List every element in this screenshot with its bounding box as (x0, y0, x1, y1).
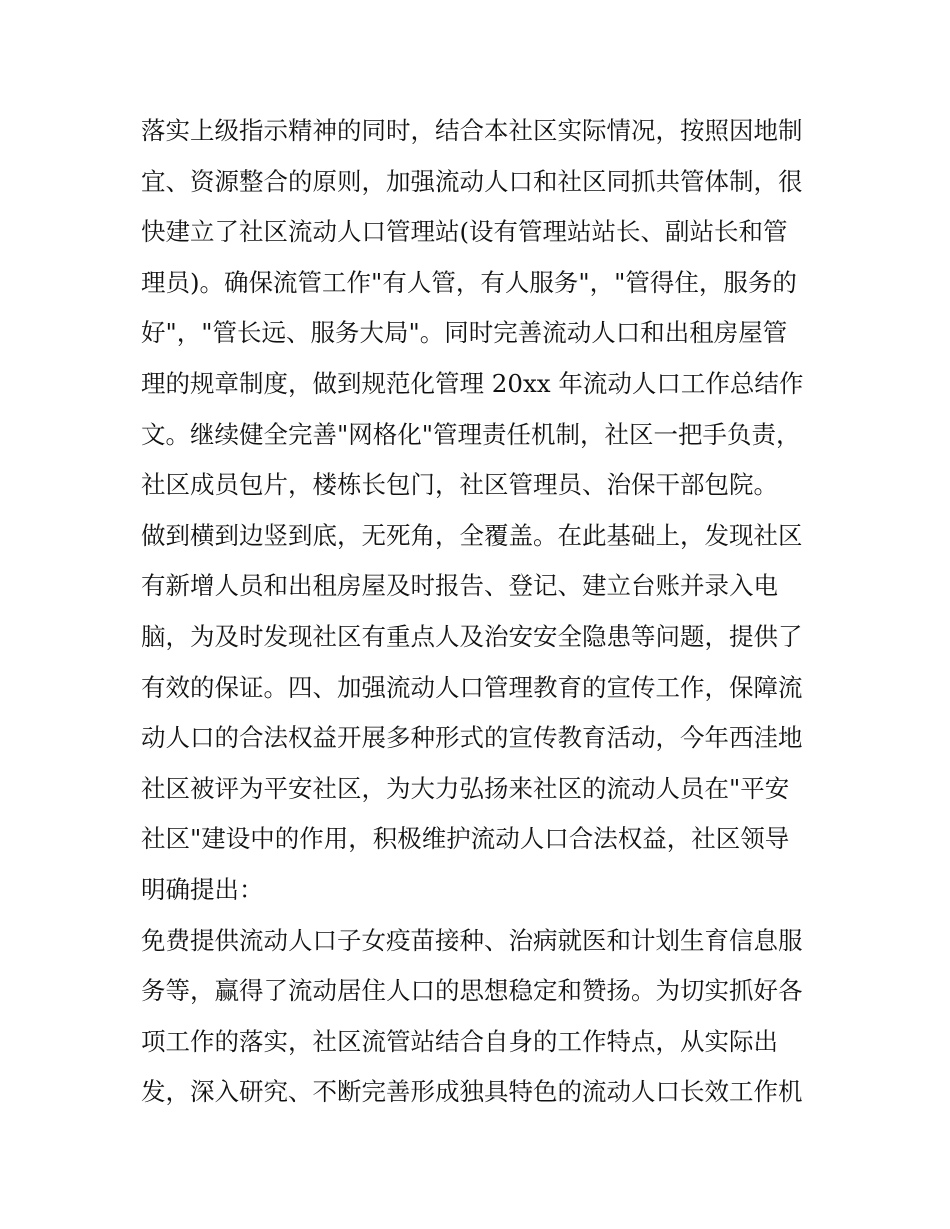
text-line: 社区成员包片，楼栋长包门，社区管理员、治保干部包院。 (141, 470, 778, 500)
text-line: 做到横到边竖到底，无死角，全覆盖。在此基础上，发现社区 (141, 520, 803, 550)
text-line: 有新增人员和出租房屋及时报告、登记、建立台账并录入电 (141, 571, 778, 601)
text-line: 项工作的落实，社区流管站结合自身的工作特点，从实际出 (141, 1026, 778, 1056)
text-line: 理的规章制度，做到规范化管理 20xx 年流动人口工作总结作 (141, 368, 804, 398)
text-line: 发，深入研究、不断完善形成独具特色的流动人口长效工作机 (141, 1077, 803, 1107)
text-line: 脑，为及时发现社区有重点人及治安安全隐患等问题，提供了 (141, 621, 803, 651)
text-line: 宜、资源整合的原则，加强流动人口和社区同抓共管体制，很 (141, 166, 803, 196)
text-line: 快建立了社区流动人口管理站(设有管理站站长、副站长和管 (141, 217, 788, 247)
text-line: 免费提供流动人口子女疫苗接种、治病就医和计划生育信息服 (141, 925, 803, 955)
text-line: 明确提出： (141, 874, 264, 904)
text-line: 理员)。确保流管工作"有人管，有人服务"，"管得住，服务的 (141, 267, 797, 297)
text-line: 社区被评为平安社区，为大力弘扬来社区的流动人员在"平安 (141, 773, 790, 803)
body-text (141, 106, 813, 1118)
text-line: 有效的保证。四、加强流动人口管理教育的宣传工作，保障流 (141, 672, 803, 702)
text-line: 务等，赢得了流动居住人口的思想稳定和赞扬。为切实抓好各 (141, 976, 803, 1006)
text-line: 社区"建设中的作用，积极维护流动人口合法权益，社区领导 (141, 824, 790, 854)
text-line: 动人口的合法权益开展多种形式的宣传教育活动，今年西洼地 (141, 723, 803, 753)
text-line: 好"，"管长远、服务大局"。同时完善流动人口和出租房屋管 (141, 318, 788, 348)
text-line: 落实上级指示精神的同时，结合本社区实际情况，按照因地制 (141, 116, 803, 145)
text-line: 文。继续健全完善"网格化"管理责任机制，社区一把手负责， (141, 419, 801, 449)
